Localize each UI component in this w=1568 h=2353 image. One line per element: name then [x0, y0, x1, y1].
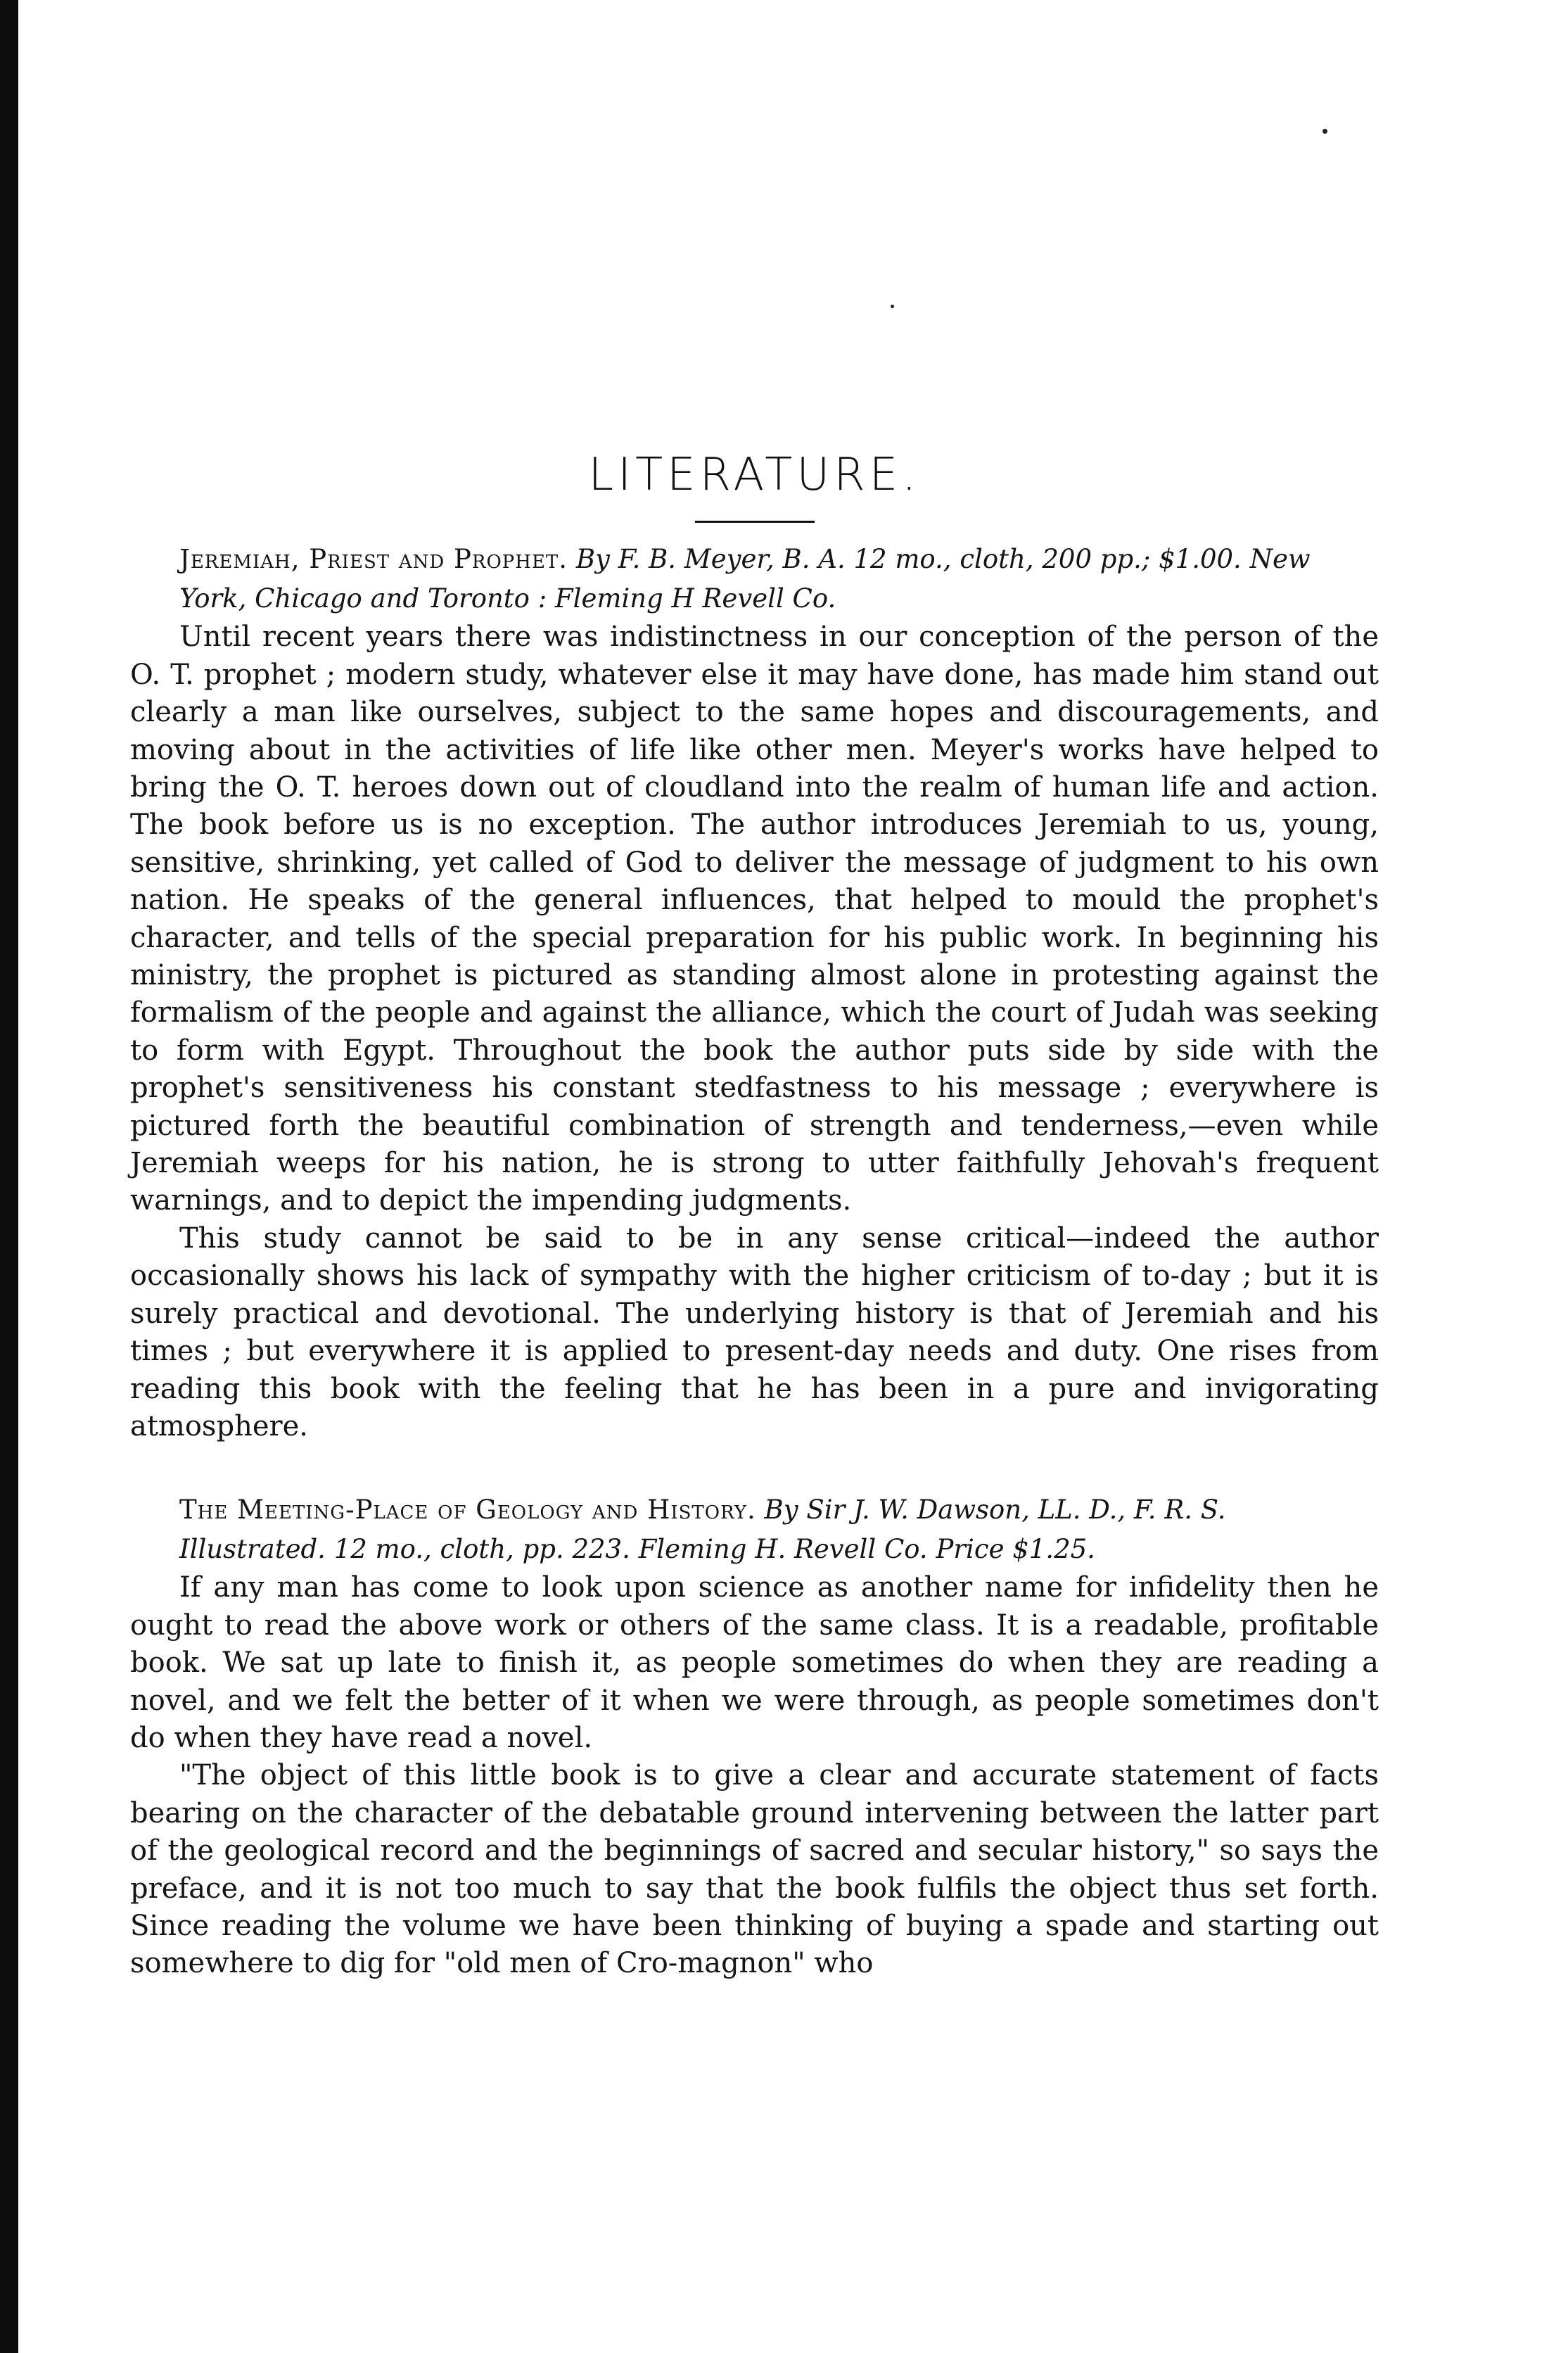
title-rule: [695, 521, 815, 523]
print-speck: [891, 305, 894, 308]
review-paragraph: This study cannot be said to be in any sense critical—indeed the author occasionally shows his lack of sympathy with the higher criticism of to-day ; but it is surely practical and devotional. The underlying history is that of Jeremiah and his times ; but everywhere it is applied to present-day needs and duty. One rises from reading this book with the feeling that he has been in a pure and invigorating atmosphere.: [130, 1222, 1379, 1442]
page-column: [130, 450, 1379, 1983]
review-heading: [130, 540, 1379, 619]
review-paragraph: Until recent years there was indistinctness in our conception of the person of the O. T. prophet ; modern study, whatever else it may have done, has made him stand out clearly a man like ourselves, subject to the same hopes and discouragements, and moving about in the activities of life like other men. Meyer's works have helped to bring the O. T. heroes down out of cloudland into the realm of human life and action. The book before us is no exception. The author introduces Jeremiah to us, young, sensitive, shrinking, yet called of God to deliver the message of judgment to his own nation. He speaks of the general influences, that helped to mould the prophet's character, and tells of the special preparation for his public work. In beginning his ministry, the prophet is pictured as standing almost alone in protesting against the formalism of the people and against the alliance, which the court of Judah was seeking to form with Egypt. Throughout the book the author puts side by side with the prophet's sensitiveness his constant stedfastness to his message ; everywhere is pictured forth the beautiful combination of strength and tenderness,—even while Jeremiah weeps for his nation, he is strong to utter faithfully Jehovah's frequent warnings, and to depict the impending judgments.: [130, 621, 1379, 1217]
book-details: By Sir J. W. Dawson, LL. D., F. R. S. Illustrated. 12 mo., cloth, pp. 223. Fleming H. Revell Co. Price $1.25.: [179, 1495, 1226, 1565]
review-entry: [130, 1490, 1379, 1982]
section-title: LITERATURE.: [588, 449, 921, 501]
book-title: Jeremiah, Priest and Prophet.: [179, 544, 568, 575]
book-title: The Meeting-Place of Geology and History.: [179, 1495, 756, 1526]
page-binding-edge: [0, 0, 18, 2353]
book-details: By F. B. Meyer, B. A. 12 mo., cloth, 200 pp.; $1.00. New York, Chicago and Toronto : Fleming H Revell Co.: [179, 544, 1311, 614]
review-entry: [130, 540, 1379, 1445]
review-paragraph: If any man has come to look upon science as another name for infidelity then he ought to read the above work or others of the same class. It is a readable, profitable book. We sat up late to finish it, as people sometimes do when they are reading a novel, and we felt the better of it when we were through, as people sometimes don't do when they have read a novel.: [130, 1571, 1379, 1754]
review-heading: [130, 1490, 1379, 1569]
print-speck: [1322, 129, 1327, 134]
review-paragraph: "The object of this little book is to give a clear and accurate statement of facts bearing on the character of the debatable ground intervening between the latter part of the geological record and the beginnings of sacred and secular history," so says the preface, and it is not too much to say that the book fulfils the object thus set forth. Since reading the volume we have been thinking of buying a spade and starting out somewhere to dig for "old men of Cro-magnon" who: [130, 1759, 1379, 1980]
